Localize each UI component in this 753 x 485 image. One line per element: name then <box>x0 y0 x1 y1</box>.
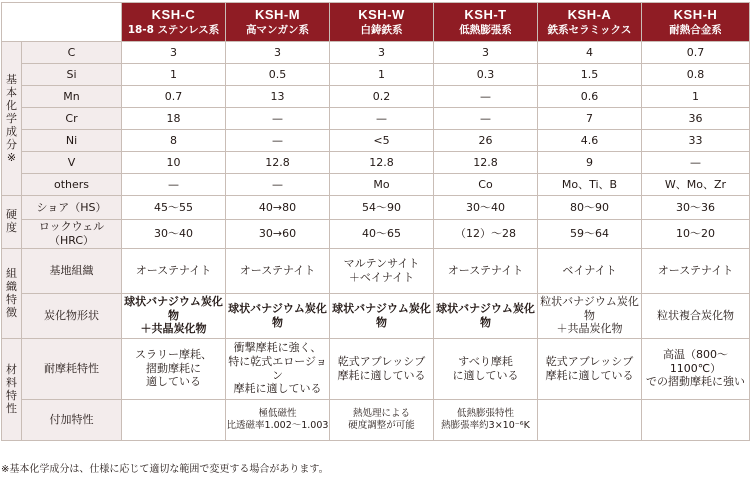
table-cell: 59〜64 <box>538 220 642 249</box>
table-cell: マルテンサイト ＋ベイナイト <box>330 248 434 293</box>
table-cell: 0.3 <box>434 64 538 86</box>
table-row <box>2 42 750 64</box>
grade-header <box>226 3 330 42</box>
table-cell: 40〜65 <box>330 220 434 249</box>
table-cell <box>538 399 642 440</box>
table-row <box>2 86 750 108</box>
table-row <box>2 338 750 399</box>
table-cell: 0.5 <box>226 64 330 86</box>
row-label: V <box>22 152 122 174</box>
row-label: C <box>22 42 122 64</box>
table-cell: 18 <box>122 108 226 130</box>
section-category <box>2 42 22 196</box>
row-label: 付加特性 <box>22 399 122 440</box>
grade-header <box>122 3 226 42</box>
grade-name: KSH-A <box>567 6 612 22</box>
table-cell: 13 <box>226 86 330 108</box>
grade-header <box>434 3 538 42</box>
section-category <box>2 196 22 249</box>
table-row <box>2 248 750 293</box>
row-label: Ni <box>22 130 122 152</box>
row-label: others <box>22 174 122 196</box>
table-cell: 衝撃摩耗に強く、 特に乾式エロージョン 摩耗に適している <box>226 338 330 399</box>
table-cell: ベイナイト <box>538 248 642 293</box>
table-cell: オーステナイト <box>434 248 538 293</box>
grade-header <box>642 3 750 42</box>
table-row <box>2 108 750 130</box>
table-cell: 9 <box>538 152 642 174</box>
table-cell: スラリー摩耗、 摺動摩耗に 適している <box>122 338 226 399</box>
table-cell: 0.7 <box>642 42 750 64</box>
table-cell: Mo、Ti、B <box>538 174 642 196</box>
table-cell: 1 <box>642 86 750 108</box>
table-cell: 低熱膨張特性 熱膨張率約3×10⁻⁶K <box>434 399 538 440</box>
section-category <box>2 338 22 440</box>
grade-header <box>538 3 642 42</box>
row-label: Cr <box>22 108 122 130</box>
table-cell: 12.8 <box>330 152 434 174</box>
table-cell: 0.8 <box>642 64 750 86</box>
footnote: ※基本化学成分は、仕様に応じて適切な範囲で変更する場合があります。 <box>1 464 329 475</box>
grade-name: KSH-M <box>254 6 301 22</box>
row-label: 炭化物形状 <box>22 293 122 338</box>
table-cell: すべり摩耗 に適している <box>434 338 538 399</box>
table-cell: 0.2 <box>330 86 434 108</box>
table-cell: 40→80 <box>226 196 330 220</box>
table-row <box>2 293 750 338</box>
table-row <box>2 196 750 220</box>
table-cell: 10 <box>122 152 226 174</box>
grade-type: 低熱膨張系 <box>459 24 512 37</box>
table-cell: オーステナイト <box>226 248 330 293</box>
table-cell: （12）〜28 <box>434 220 538 249</box>
row-label: Si <box>22 64 122 86</box>
table-cell: 30→60 <box>226 220 330 249</box>
table-row <box>2 130 750 152</box>
table-cell: 高温（800〜1100℃） での摺動摩耗に強い <box>642 338 750 399</box>
section-category <box>2 248 22 338</box>
row-label: ショア（HS） <box>22 196 122 220</box>
table-cell <box>122 399 226 440</box>
table-cell: 30〜40 <box>122 220 226 249</box>
table-cell: 3 <box>330 42 434 64</box>
spec-table <box>1 2 750 441</box>
table-cell: 8 <box>122 130 226 152</box>
grade-header <box>330 3 434 42</box>
grade-type: 耐熱合金系 <box>669 24 722 37</box>
table-cell: 粒状バナジウム炭化物 ＋共晶炭化物 <box>538 293 642 338</box>
table-cell: 3 <box>434 42 538 64</box>
table-cell: 1.5 <box>538 64 642 86</box>
table-cell: 0.7 <box>122 86 226 108</box>
table-cell: — <box>642 152 750 174</box>
table-cell: 26 <box>434 130 538 152</box>
grade-name: KSH-H <box>673 6 718 22</box>
spec-table-body <box>2 42 750 441</box>
table-cell: Co <box>434 174 538 196</box>
table-cell: — <box>226 108 330 130</box>
grade-type: 高マンガン系 <box>246 24 309 37</box>
table-cell: — <box>434 108 538 130</box>
table-cell: 54〜90 <box>330 196 434 220</box>
table-row <box>2 399 750 440</box>
table-cell: 乾式アブレッシブ 摩耗に適している <box>538 338 642 399</box>
header-corner <box>2 3 122 42</box>
table-cell: 1 <box>330 64 434 86</box>
header-row <box>2 3 750 42</box>
table-cell: 4 <box>538 42 642 64</box>
grade-name: KSH-W <box>358 6 405 22</box>
row-label: Mn <box>22 86 122 108</box>
table-cell: — <box>226 174 330 196</box>
table-cell: W、Mo、Zr <box>642 174 750 196</box>
table-cell: 3 <box>122 42 226 64</box>
table-cell: 12.8 <box>226 152 330 174</box>
section-category-label: 硬度 <box>6 208 17 235</box>
table-row <box>2 174 750 196</box>
table-cell: 球状バナジウム炭化物 <box>434 293 538 338</box>
table-cell: 12.8 <box>434 152 538 174</box>
table-cell: <5 <box>330 130 434 152</box>
table-cell: 極低磁性 比透磁率1.002〜1.003 <box>226 399 330 440</box>
row-label: ロックウェル（HRC） <box>22 220 122 249</box>
row-label: 耐摩耗特性 <box>22 338 122 399</box>
table-cell: 4.6 <box>538 130 642 152</box>
table-cell: 球状バナジウム炭化物 <box>330 293 434 338</box>
table-cell: 80〜90 <box>538 196 642 220</box>
table-cell: — <box>226 130 330 152</box>
grade-type: 鉄系セラミックス <box>547 24 632 37</box>
section-category-label: 組織特徴 <box>6 266 17 319</box>
table-cell: 36 <box>642 108 750 130</box>
grade-name: KSH-T <box>464 6 507 22</box>
table-cell: — <box>122 174 226 196</box>
table-cell: 乾式アブレッシブ 摩耗に適している <box>330 338 434 399</box>
table-cell: 10〜20 <box>642 220 750 249</box>
section-category-label: 基本化学成分※ <box>6 72 17 164</box>
row-label: 基地組織 <box>22 248 122 293</box>
table-cell: — <box>434 86 538 108</box>
table-cell: 0.6 <box>538 86 642 108</box>
table-row <box>2 220 750 249</box>
table-cell: 3 <box>226 42 330 64</box>
table-cell: オーステナイト <box>642 248 750 293</box>
table-cell: オーステナイト <box>122 248 226 293</box>
table-cell: 7 <box>538 108 642 130</box>
table-cell: 熱処理による 硬度調整が可能 <box>330 399 434 440</box>
table-cell: 球状バナジウム炭化物 <box>226 293 330 338</box>
grade-type: 白鋳鉄系 <box>360 24 403 37</box>
grade-type: 18-8 ステンレス系 <box>127 24 220 37</box>
table-cell: — <box>330 108 434 130</box>
table-cell: 30〜40 <box>434 196 538 220</box>
table-cell <box>642 399 750 440</box>
grade-name: KSH-C <box>151 6 196 22</box>
table-cell: Mo <box>330 174 434 196</box>
table-row <box>2 64 750 86</box>
table-cell: 1 <box>122 64 226 86</box>
table-cell: 33 <box>642 130 750 152</box>
table-cell: 球状バナジウム炭化物 ＋共晶炭化物 <box>122 293 226 338</box>
table-cell: 30〜36 <box>642 196 750 220</box>
table-cell: 粒状複合炭化物 <box>642 293 750 338</box>
section-category-label: 材料特性 <box>6 362 17 415</box>
table-row <box>2 152 750 174</box>
table-cell: 45〜55 <box>122 196 226 220</box>
